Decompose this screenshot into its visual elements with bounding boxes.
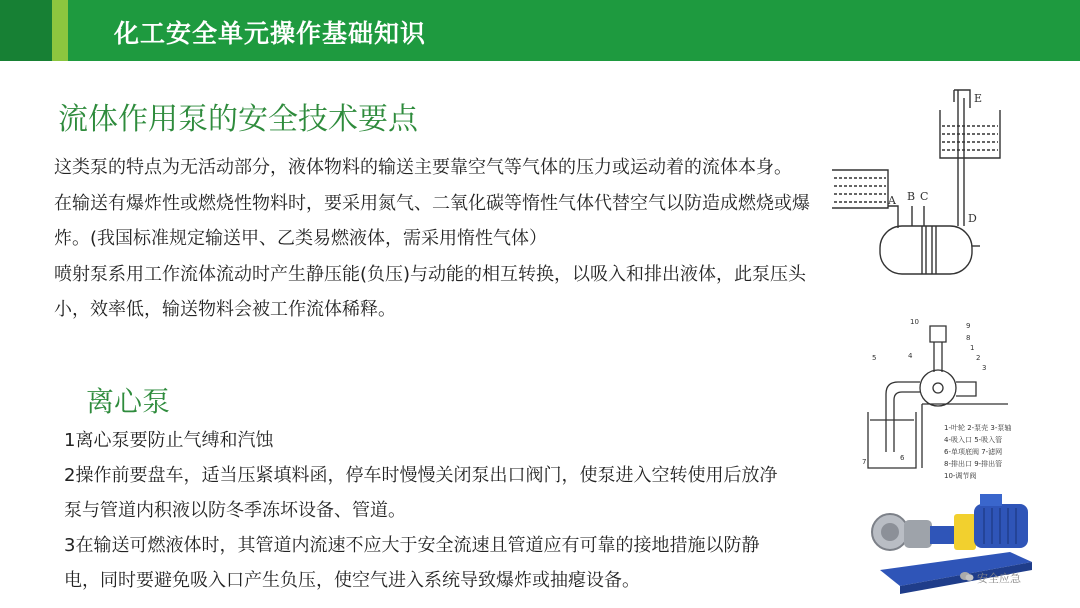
subsection-title: 离心泵: [86, 385, 171, 418]
pump-number: 9: [966, 322, 971, 330]
pump-number: 1: [970, 344, 975, 352]
label-b: B: [907, 190, 916, 203]
paragraph: 在输送有爆炸性或燃烧性物料时，要采用氮气、二氧化碳等惰性气体代替空气以防造成燃烧或爆炸。(我国标准规定输送甲、乙类易燃液体，需采用惰性气体）: [54, 192, 810, 249]
legend-line: 1-叶轮 2-泵壳 3-泵轴: [944, 424, 1012, 432]
watermark: [960, 570, 1021, 586]
centrifugal-pump-diagram: [858, 312, 1038, 490]
paragraph: 这类泵的特点为无活动部分，液体物料的输送主要靠空气等气体的压力或运动着的流体本身。: [54, 157, 792, 178]
list-item: 1离心泵要防止气缚和汽蚀: [64, 430, 274, 451]
label-c: C: [920, 190, 929, 203]
wechat-icon: [960, 571, 974, 585]
pump-number: 8: [966, 334, 971, 342]
pump-number: 5: [872, 354, 877, 362]
header-bar: [0, 0, 1080, 61]
centrifugal-list: [64, 423, 794, 598]
watermark-text: 安全应急: [977, 572, 1021, 585]
pump-number: 2: [976, 354, 981, 362]
jet-pump-diagram: [828, 78, 1003, 288]
pump-number: 6: [900, 454, 905, 462]
legend-line: 8-排出口 9-排出管: [944, 460, 1003, 468]
label-d: D: [968, 212, 977, 225]
pump-number: 3: [982, 364, 987, 372]
section-body: [54, 150, 814, 328]
pump-number: 4: [908, 352, 913, 360]
label-e: E: [974, 92, 983, 105]
legend-line: 4-吸入口 5-吸入管: [944, 436, 1003, 444]
paragraph: 喷射泵系用工作流体流动时产生静压能(负压)与动能的相互转换，以吸入和排出液体，此泵压头小，效率低，输送物料会被工作流体稀释。: [54, 263, 807, 320]
section-title: 流体作用泵的安全技术要点: [58, 102, 418, 137]
legend-line: 10-调节阀: [944, 472, 977, 480]
legend-line: 6-单项底阀 7-滤网: [944, 448, 1003, 456]
list-item: 2操作前要盘车，适当压紧填料函，停车时慢慢关闭泵出口阀门，使泵进入空转使用后放净泵与管道内积液以防冬季冻坏设备、管道。: [64, 465, 778, 521]
header-accent-dark: [0, 0, 52, 61]
pump-number: 7: [862, 458, 867, 466]
label-a: A: [888, 194, 896, 207]
header-accent-light: [52, 0, 68, 61]
slide-title: 化工安全单元操作基础知识: [114, 19, 427, 48]
pump-number: 10: [910, 318, 919, 326]
list-item: 3在输送可燃液体时，其管道内流速不应大于安全流速且管道应有可靠的接地措施以防静电，同时要避免吸入口产生负压，使空气进入系统导致爆炸或抽瘪设备。: [64, 535, 760, 591]
